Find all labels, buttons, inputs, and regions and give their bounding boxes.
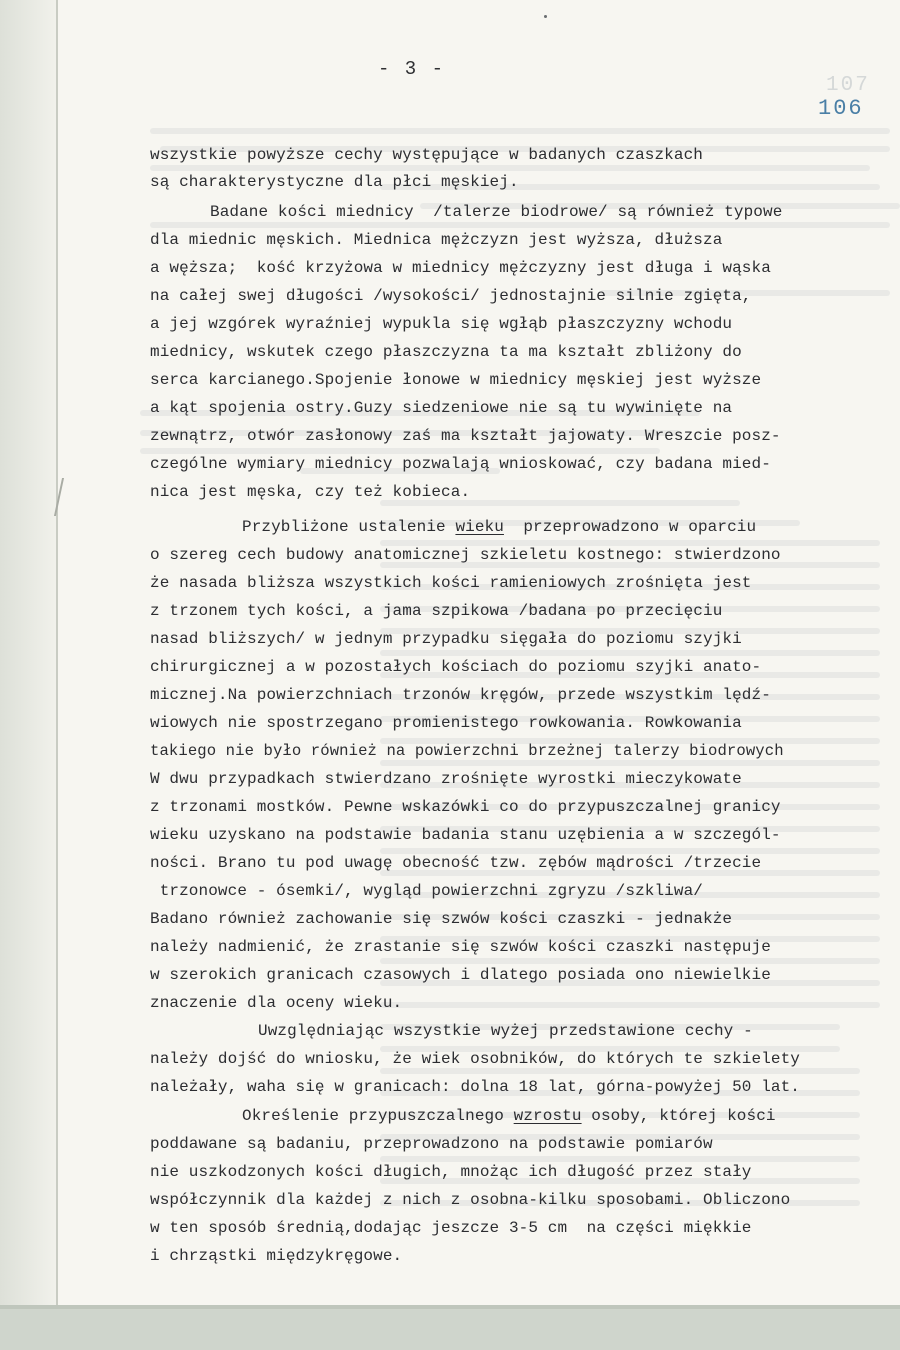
- text-line: zewnątrz, otwór zasłonowy zaś ma kształt jajowaty. Wreszcie posz-: [150, 427, 781, 445]
- text-line: wiowych nie spostrzegano promienistego rowkowania. Rowkowania: [150, 714, 742, 732]
- text-line: na całej swej długości /wysokości/ jednostajnie silnie zgięta,: [150, 287, 752, 305]
- text-line: o szereg cech budowy anatomicznej szkieletu kostnego: stwierdzono: [150, 546, 781, 564]
- text-line: i chrząstki międzykręgowe.: [150, 1247, 403, 1265]
- ghost-page-stamp: 107: [826, 74, 870, 97]
- text-line: należy nadmienić, że zrastanie się szwów kości czaszki następuje: [150, 938, 771, 956]
- text-line: nie uszkodzonych kości długich, mnożąc ich długość przez stały: [150, 1163, 752, 1181]
- text-line: Uwzględniając wszystkie wyżej przedstawione cechy -: [258, 1022, 753, 1040]
- text-line: znaczenie dla oceny wieku.: [150, 994, 403, 1012]
- text-span: osoby, której kości: [581, 1107, 776, 1125]
- text-line: poddawane są badaniu, przeprowadzono na podstawie pomiarów: [150, 1135, 713, 1153]
- text-line: a węższa; kość krzyżowa w miednicy mężczyzny jest długa i wąska: [150, 259, 771, 277]
- text-span: przeprowadzono w oparciu: [503, 518, 757, 536]
- text-line: nasad bliższych/ w jednym przypadku sięgała do poziomu szyjki: [150, 630, 742, 648]
- text-line: wieku uzyskano na podstawie badania stanu uzębienia a w szczegól-: [150, 826, 781, 844]
- keyword-wzrostu: wzrostu: [513, 1107, 582, 1125]
- text-line: w szerokich granicach czasowych i dlatego posiada ono niewielkie: [150, 966, 771, 984]
- text-line: z trzonem tych kości, a jama szpikowa /badana po przecięciu: [150, 602, 723, 620]
- text-line: że nasada bliższa wszystkich kości ramieniowych zrośnięta jest: [150, 574, 752, 592]
- text-line: wszystkie powyższe cechy występujące w badanych czaszkach: [150, 146, 703, 164]
- text-line: micznej.Na powierzchniach trzonów kręgów, przede wszystkim lędź-: [150, 686, 771, 704]
- text-line: w ten sposób średnią,dodając jeszcze 3-5 cm na części miękkie: [150, 1219, 752, 1237]
- text-line: należy dojść do wniosku, że wiek osobników, do których te szkielety: [150, 1050, 801, 1068]
- text-line: czególne wymiary miednicy pozwalają wnioskować, czy badana mied-: [150, 455, 771, 473]
- page-stamp-number: 106: [818, 96, 864, 121]
- text-line: W dwu przypadkach stwierdzano zrośnięte wyrostki mieczykowate: [150, 770, 742, 788]
- backing-edge: [0, 1305, 900, 1309]
- text-line: są charakterystyczne dla płci męskiej.: [150, 173, 519, 191]
- text-line: serca karcianego.Spojenie łonowe w miednicy męskiej jest wyższe: [150, 371, 762, 389]
- text-span: Przybliżone ustalenie: [242, 518, 456, 536]
- text-line: a jej wzgórek wyraźniej wypukla się wgłąb płaszczyzny wchodu: [150, 315, 733, 333]
- text-line: chirurgicznej a w pozostałych kościach do poziomu szyjki anato-: [150, 658, 762, 676]
- text-line: miednicy, wskutek czego płaszczyzna ta ma kształt zbliżony do: [150, 343, 742, 361]
- text-line: należały, waha się w granicach: dolna 18 lat, górna-powyżej 50 lat.: [150, 1078, 801, 1096]
- text-line: Badane kości miednicy /talerze biodrowe/ są również typowe: [210, 203, 783, 221]
- text-span: Określenie przypuszczalnego: [242, 1107, 514, 1125]
- text-line: Badano również zachowanie się szwów kości czaszki - jednakże: [150, 910, 733, 928]
- text-line-wieku: [242, 517, 756, 537]
- text-line: współczynnik dla każdej z nich z osobna-kilku sposobami. Obliczono: [150, 1191, 791, 1209]
- page-number: - 3 -: [378, 58, 446, 80]
- text-line: z trzonami mostków. Pewne wskazówki co do przypuszczalnej granicy: [150, 798, 781, 816]
- text-line: takiego nie było również na powierzchni brzeżnej talerzy biodrowych: [150, 742, 784, 760]
- text-line: nica jest męska, czy też kobieca.: [150, 483, 471, 501]
- text-line: ności. Brano tu pod uwagę obecność tzw. zębów mądrości /trzecie: [150, 854, 762, 872]
- text-line: dla miednic męskich. Miednica mężczyzn jest wyższa, dłuższa: [150, 231, 723, 249]
- backing-sheet: [0, 1305, 900, 1350]
- text-line: trzonowce - ósemki/, wygląd powierzchni zgryzu /szkliwa/: [150, 882, 703, 900]
- text-line: a kąt spojenia ostry.Guzy siedzeniowe nie są tu wywinięte na: [150, 399, 733, 417]
- text-line-wzrostu: [242, 1106, 776, 1126]
- keyword-wieku: wieku: [455, 518, 504, 536]
